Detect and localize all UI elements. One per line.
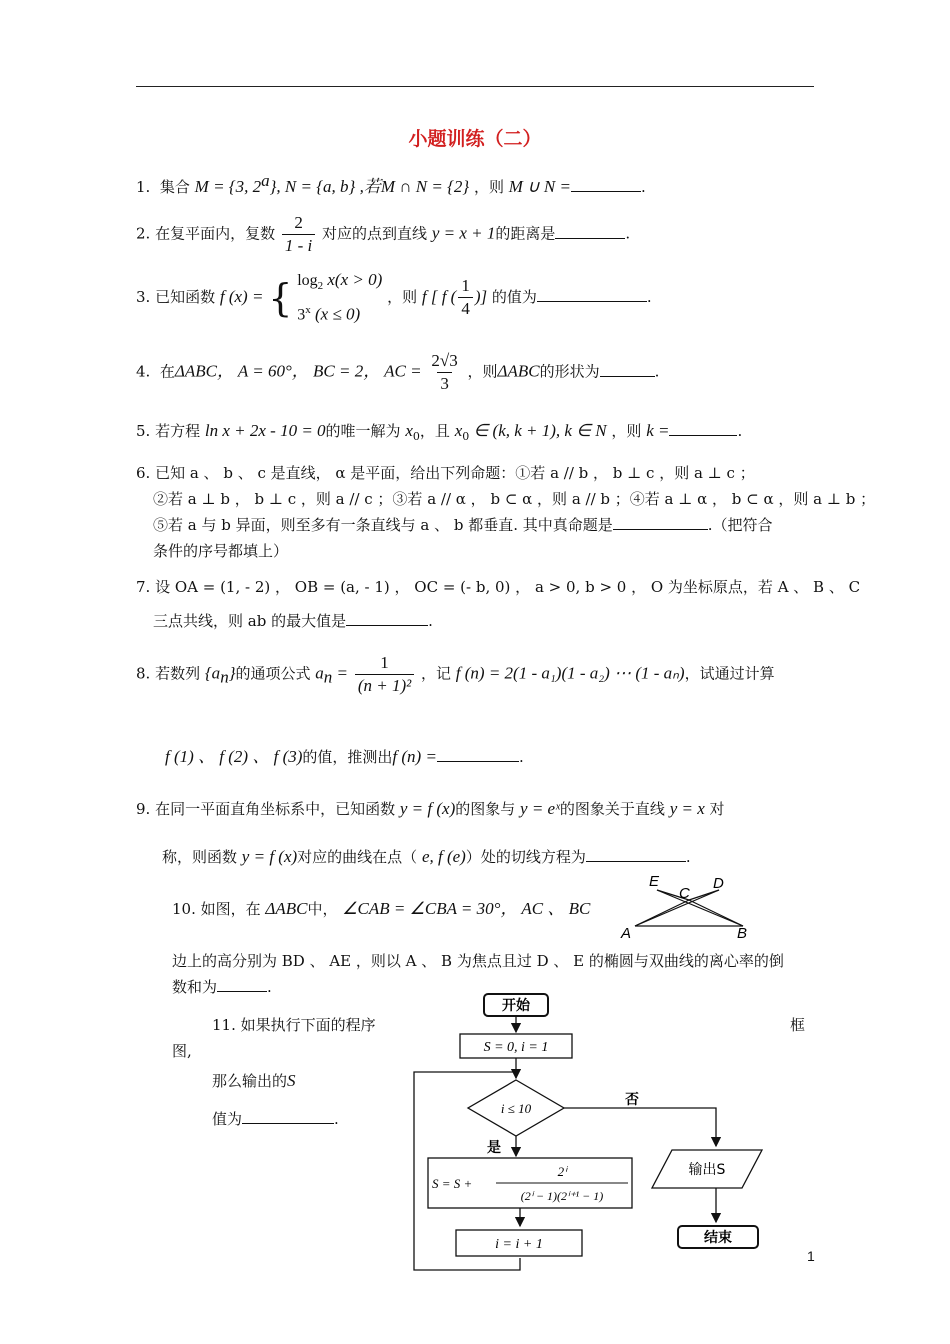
question-6-line-3: ⑤若 a 与 b 异面，则至多有一条直线与 a 、 b 都垂直. 其中真命题是 .（把符合 xyxy=(153,516,773,534)
question-6-line-1: 6. 已知 a 、 b 、 c 是直线， α 是平面，给出下列命题：①若 a // b ， b ⊥ c ，则 a ⊥ c ； xyxy=(136,464,755,482)
answer-blank-10[interactable] xyxy=(217,977,267,992)
answer-blank-5[interactable] xyxy=(669,421,737,436)
answer-blank-1[interactable] xyxy=(571,177,641,192)
start-label: 开始 xyxy=(502,998,530,1014)
page-number: 1 xyxy=(807,1248,815,1264)
question-2: 2. 在复平面内，复数 $\frac{2}{1 - i}$ 对应的点到直线 y = x + 1的距离是 . xyxy=(136,213,631,255)
question-8-line-1: 8. 若数列 $\{a_n\}$的通项公式 $a_n$ = $\frac{1}{\text{(n + 1)²}}$ ，记 f (n) = 2(1 - a₁)(1 - a₂) ⋯ (1 - aₙ)，试通过计算 xyxy=(136,653,775,695)
question-11-line-2: 图, xyxy=(172,1042,192,1060)
fraction: $\frac{2√3}{3}$ xyxy=(431,351,458,393)
question-9-line-2: 称，则函数 y = f (x)对应的曲线在点（ e, f (e)）处的切线方程为 . xyxy=(162,847,691,866)
answer-blank-6[interactable] xyxy=(613,515,708,530)
question-5: 5. 若方程 ln x + 2x - 10 = 0的唯一解为 $x_0$，且 $x_0$ ∈ (k, k + 1), k ∈ N ，则 k = . xyxy=(136,421,743,443)
question-7-line-2: 三点共线，则 ab 的最大值是 . xyxy=(153,612,433,630)
no-label: 否 xyxy=(625,1092,639,1108)
question-11-line-3: 那么输出的S xyxy=(212,1071,296,1090)
program-flowchart xyxy=(410,990,780,1274)
answer-blank-7[interactable] xyxy=(346,611,428,626)
label-c: C xyxy=(679,885,690,902)
label-e: E xyxy=(649,873,660,890)
answer-blank-2[interactable] xyxy=(555,224,625,239)
label-d: D xyxy=(713,875,724,892)
question-4: 4. 在ΔABC， A = 60°， BC = 2， AC = $\frac{2√3}{3}$ ，则ΔABC的形状为 . xyxy=(136,351,660,393)
question-10-line-3: 数和为 . xyxy=(172,978,272,996)
body-lhs: S = S + xyxy=(432,1176,473,1191)
increment-label: i = i + 1 xyxy=(495,1237,543,1252)
answer-blank-9[interactable] xyxy=(586,847,686,862)
label-a: A xyxy=(621,925,632,940)
piecewise-cases: $\log_2 x(x > 0)$ 3$^x$ (x ≤ 0) xyxy=(297,270,383,324)
fraction: $\frac{2}{1 - i}$ xyxy=(282,212,315,257)
body-denominator: (2ⁱ − 1)(2ⁱ⁺¹ − 1) xyxy=(520,1189,604,1203)
end-label: 结束 xyxy=(704,1230,732,1246)
question-11-line-1-end: 框 xyxy=(790,1016,806,1034)
left-brace: { xyxy=(268,275,293,320)
output-label: 输出S xyxy=(688,1162,726,1178)
question-6-line-4: 条件的序号都填上） xyxy=(153,542,289,560)
answer-blank-3[interactable] xyxy=(537,287,647,302)
fraction: $\frac{1}{4}$ xyxy=(458,275,473,320)
question-10-line-1: 10. 如图，在 ΔABC中， ∠CAB = ∠CBA = 30°， AC 、 BC xyxy=(172,899,591,918)
label-b: B xyxy=(737,925,748,940)
question-10-line-2: 边上的高分别为 BD 、 AE ，则以 A 、 B 为焦点且过 D 、 E 的椭圆与双曲线的离心率的倒 xyxy=(172,952,784,970)
question-11-line-4: 值为 . xyxy=(212,1110,339,1128)
question-11-line-1: 11. 如果执行下面的程序 xyxy=(212,1016,376,1034)
body-numerator: 2ⁱ xyxy=(557,1164,567,1179)
triangle-figure xyxy=(615,872,765,940)
answer-blank-4[interactable] xyxy=(600,362,655,377)
question-1: 1. 集合 M = {3, 2$^a$}, N = {a, b} ,若M ∩ N = {2} ，则 M ∪ N = . xyxy=(136,171,646,196)
fraction: $\frac{1}{\text{(n + 1)²}}$ xyxy=(355,652,414,697)
yes-label: 是 xyxy=(487,1140,501,1156)
question-6-line-2: ②若 a ⊥ b ， b ⊥ c ，则 a // c ；③若 a // α ， b ⊂ α ，则 a // b ；④若 a ⊥ α ， b ⊂ α ，则 a ⊥ b ； xyxy=(153,490,876,508)
question-7-line-1: 7. 设 OA = (1, - 2) ， OB = (a, - 1) ， OC = (- b, 0) ， a > 0, b > 0 ， O 为坐标原点，若 A 、 B 、 C xyxy=(136,578,861,596)
init-label: S = 0, i = 1 xyxy=(483,1040,549,1055)
question-9-line-1: 9. 在同一平面直角坐标系中，已知函数 y = f (x)的图象与 y = eˣ的图象关于直线 y = x 对 xyxy=(136,799,725,818)
answer-blank-8[interactable] xyxy=(437,747,519,762)
header-rule xyxy=(136,86,814,87)
answer-blank-11[interactable] xyxy=(242,1109,334,1124)
page-title: 小题训练（二） xyxy=(408,128,542,150)
question-8-line-2: f (1) 、 f (2) 、 f (3)的值，推测出f (n) = . xyxy=(165,747,524,766)
question-3: 3. 已知函数 f (x) = { $\log_2 x(x > 0)$ 3$^x$ (x ≤ 0) ，则 f [ f ( $\frac{1}{4}$ )] 的值为 . xyxy=(136,268,652,328)
condition-label: i ≤ 10 xyxy=(500,1101,532,1116)
